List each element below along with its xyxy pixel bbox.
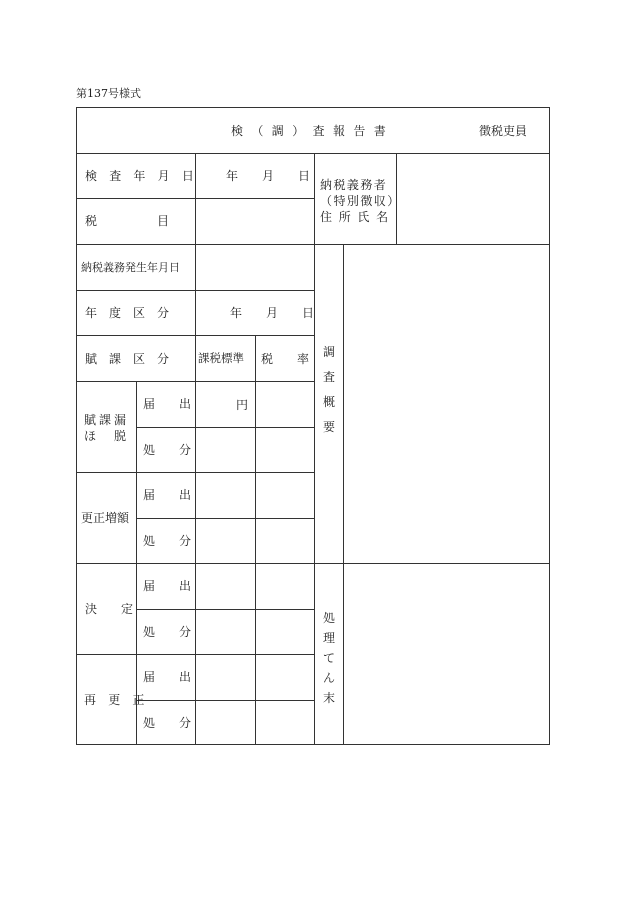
divider (136, 381, 137, 744)
tax-base-header: 課税標準 (198, 351, 244, 365)
divider (77, 244, 549, 245)
report-form (76, 107, 550, 745)
taxpayer-label: 納税義務者 （特別徴収） 住 所 氏 名 (320, 178, 401, 224)
divider (195, 153, 196, 244)
divider (77, 153, 549, 154)
divider (314, 244, 315, 744)
assessment-label: 賦 課 区 分 (85, 352, 170, 366)
survey-summary-label: 調査概要 (322, 345, 335, 434)
re-correction-label: 再 更 正 (84, 693, 149, 707)
fiscal-year-label: 年 度 区 分 (85, 306, 170, 320)
tax-item-label: 税 目 (85, 214, 170, 228)
divider (136, 518, 314, 519)
inspection-date-label: 検 査 年 月 日 (85, 169, 199, 183)
divider (136, 427, 314, 428)
disposition-label: 処 分 (143, 443, 192, 457)
omission-label: 賦課漏 ほ 脱 (84, 413, 130, 443)
divider (314, 153, 315, 244)
disposition-label: 処 分 (143, 716, 192, 730)
report-label: 届 出 (143, 670, 192, 684)
obligation-date-label: 納税義務発生年月日 (81, 261, 180, 274)
divider (77, 563, 549, 564)
divider (255, 335, 256, 744)
tax-rate-header: 税 率 (261, 352, 310, 366)
form-title: 検（調）査報告書 (231, 124, 395, 138)
official-label: 徴税吏員 (479, 124, 528, 138)
divider (195, 244, 196, 381)
yen-unit: 円 (236, 398, 249, 412)
decision-label: 決 定 (85, 602, 134, 616)
disposition-label: 処 分 (143, 625, 192, 639)
inspection-date-value: 年 月 日 (226, 169, 311, 183)
divider (136, 609, 314, 610)
divider (343, 244, 344, 744)
form-number: 第137号様式 (76, 87, 141, 100)
correction-increase-label: 更正増額 (81, 511, 130, 525)
disposition-label: 処 分 (143, 534, 192, 548)
report-label: 届 出 (143, 488, 192, 502)
report-label: 届 出 (143, 397, 192, 411)
report-label: 届 出 (143, 579, 192, 593)
divider (195, 381, 196, 744)
divider (136, 700, 314, 701)
fiscal-year-value: 年 月 日 (230, 306, 315, 320)
handling-label: 処理てん末 (322, 611, 335, 705)
